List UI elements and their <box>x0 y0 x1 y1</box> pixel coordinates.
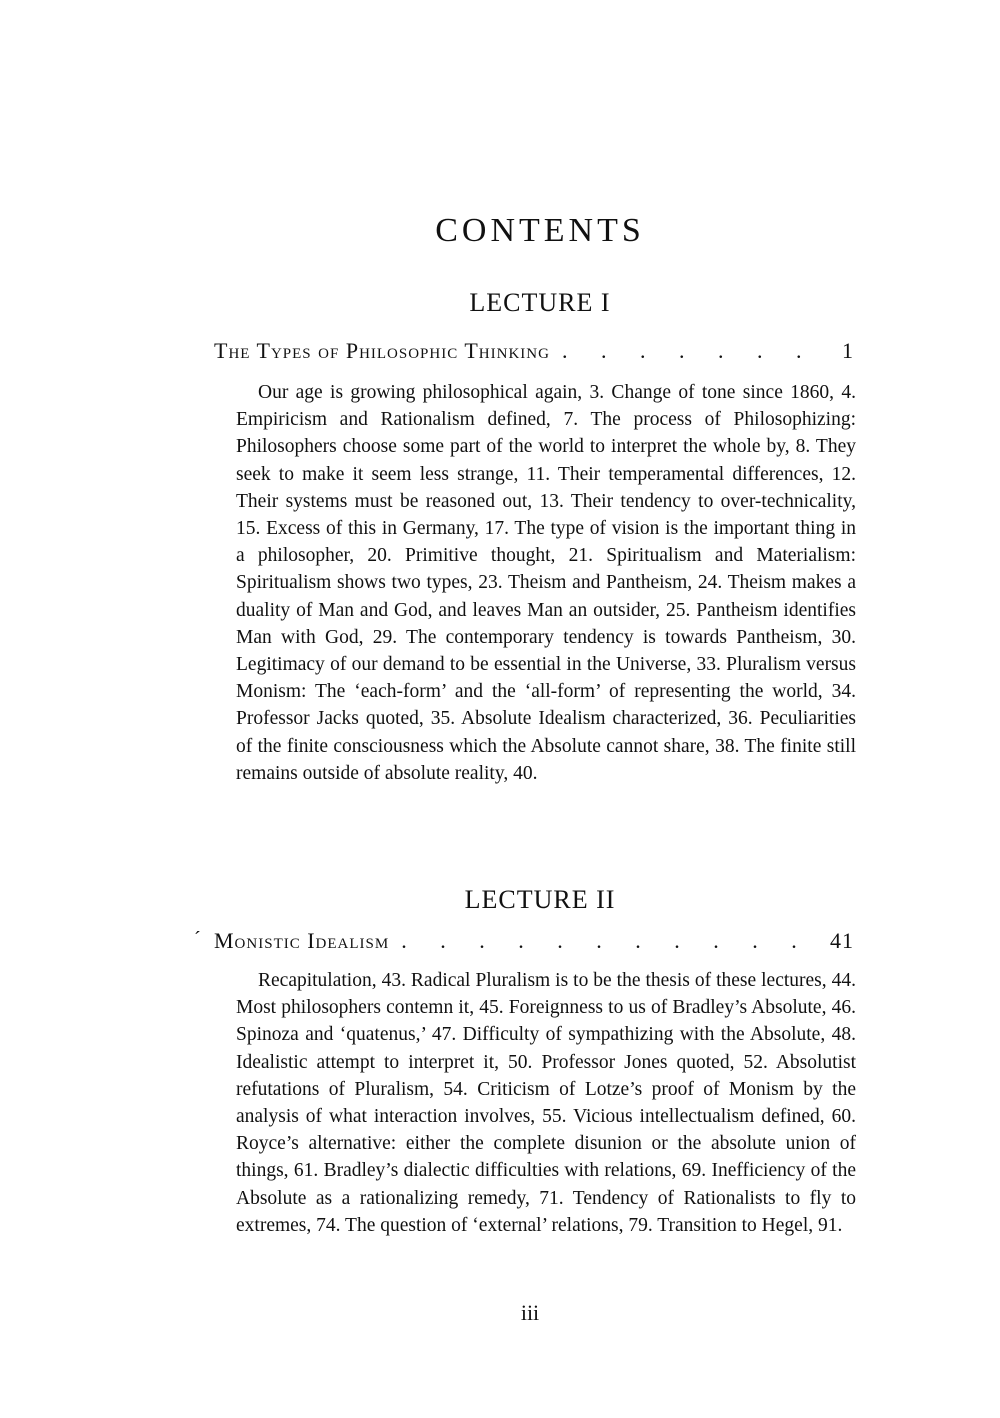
page-title: CONTENTS <box>435 212 645 249</box>
lecture-1-heading: LECTURE I <box>469 288 611 317</box>
lecture-1-page-number: 1 <box>842 338 854 363</box>
dot-leader <box>389 928 822 954</box>
lecture-2-chapter-title: Monistic Idealism <box>214 928 390 953</box>
page-number-footer: iii <box>520 1300 540 1325</box>
lecture-2-toc-entry <box>214 928 854 954</box>
dot-leader <box>550 338 834 364</box>
lecture-1-summary: Our age is growing philosophical again, 3. Change of tone since 1860, 4. Empiricism and Rationalism defined, 7. The process of Philosophizing: Philosophers choose some part of the world to interpret the whole by, 8. They seek to make it seem less strange, 11. Their temperamental differences, 12. Their systems must be reasoned out, 13. Their tendency to over-technicality, 15. Excess of this in Germany, 17. The type of vision is the important thing in a philosopher, 20. Primitive thought, 21. Spiritualism and Materialism: Spiritualism shows two types, 23. Theism and Pantheism, 24. Theism makes a duality of Man and God, and leaves Man an outsider, 25. Pantheism identifies Man with God, 29. The contemporary tendency is towards Pantheism, 30. Legitimacy of our demand to be essential in the Universe, 33. Pluralism versus Monism: The ‘each-form’ and the ‘all-form’ of representing the world, 34. Professor Jacks quoted, 35. Absolute Idealism characterized, 36. Peculiarities of the finite consciousness which the Absolute cannot share, 38. The finite still remains outside of absolute reality, 40. <box>236 382 856 784</box>
lecture-2-heading: LECTURE II <box>464 885 616 914</box>
stray-ink-mark: ´ <box>194 928 201 950</box>
lecture-1-chapter-title: The Types of Philosophic Thinking <box>214 338 550 363</box>
lecture-1-toc-entry <box>214 338 854 364</box>
lecture-2-summary: Recapitulation, 43. Radical Pluralism is to be the thesis of these lectures, 44. Most philosophers contemn it, 45. Foreignness to us of Bradley’s Absolute, 46. Spinoza and ‘quatenus,’ 47. Difficulty of sympathizing with the Absolute, 48. Idealistic attempt to interpret it, 50. Professor Jones quoted, 52. Absolutist refutations of Pluralism, 54. Criticism of Lotze’s proof of Monism by the analysis of what interaction involves, 55. Vicious intellectualism defined, 60. Royce’s alternative: either the complete disunion or the absolute union of things, 61. Bradley’s dialectic difficulties with relations, 69. Inefficiency of the Absolute as a rationalizing remedy, 71. Tendency of Rationalists to fly to extremes, 74. The question of ‘external’ relations, 79. Transition to Hegel, 91. <box>236 970 856 1236</box>
lecture-2-page-number: 41 <box>830 928 854 953</box>
